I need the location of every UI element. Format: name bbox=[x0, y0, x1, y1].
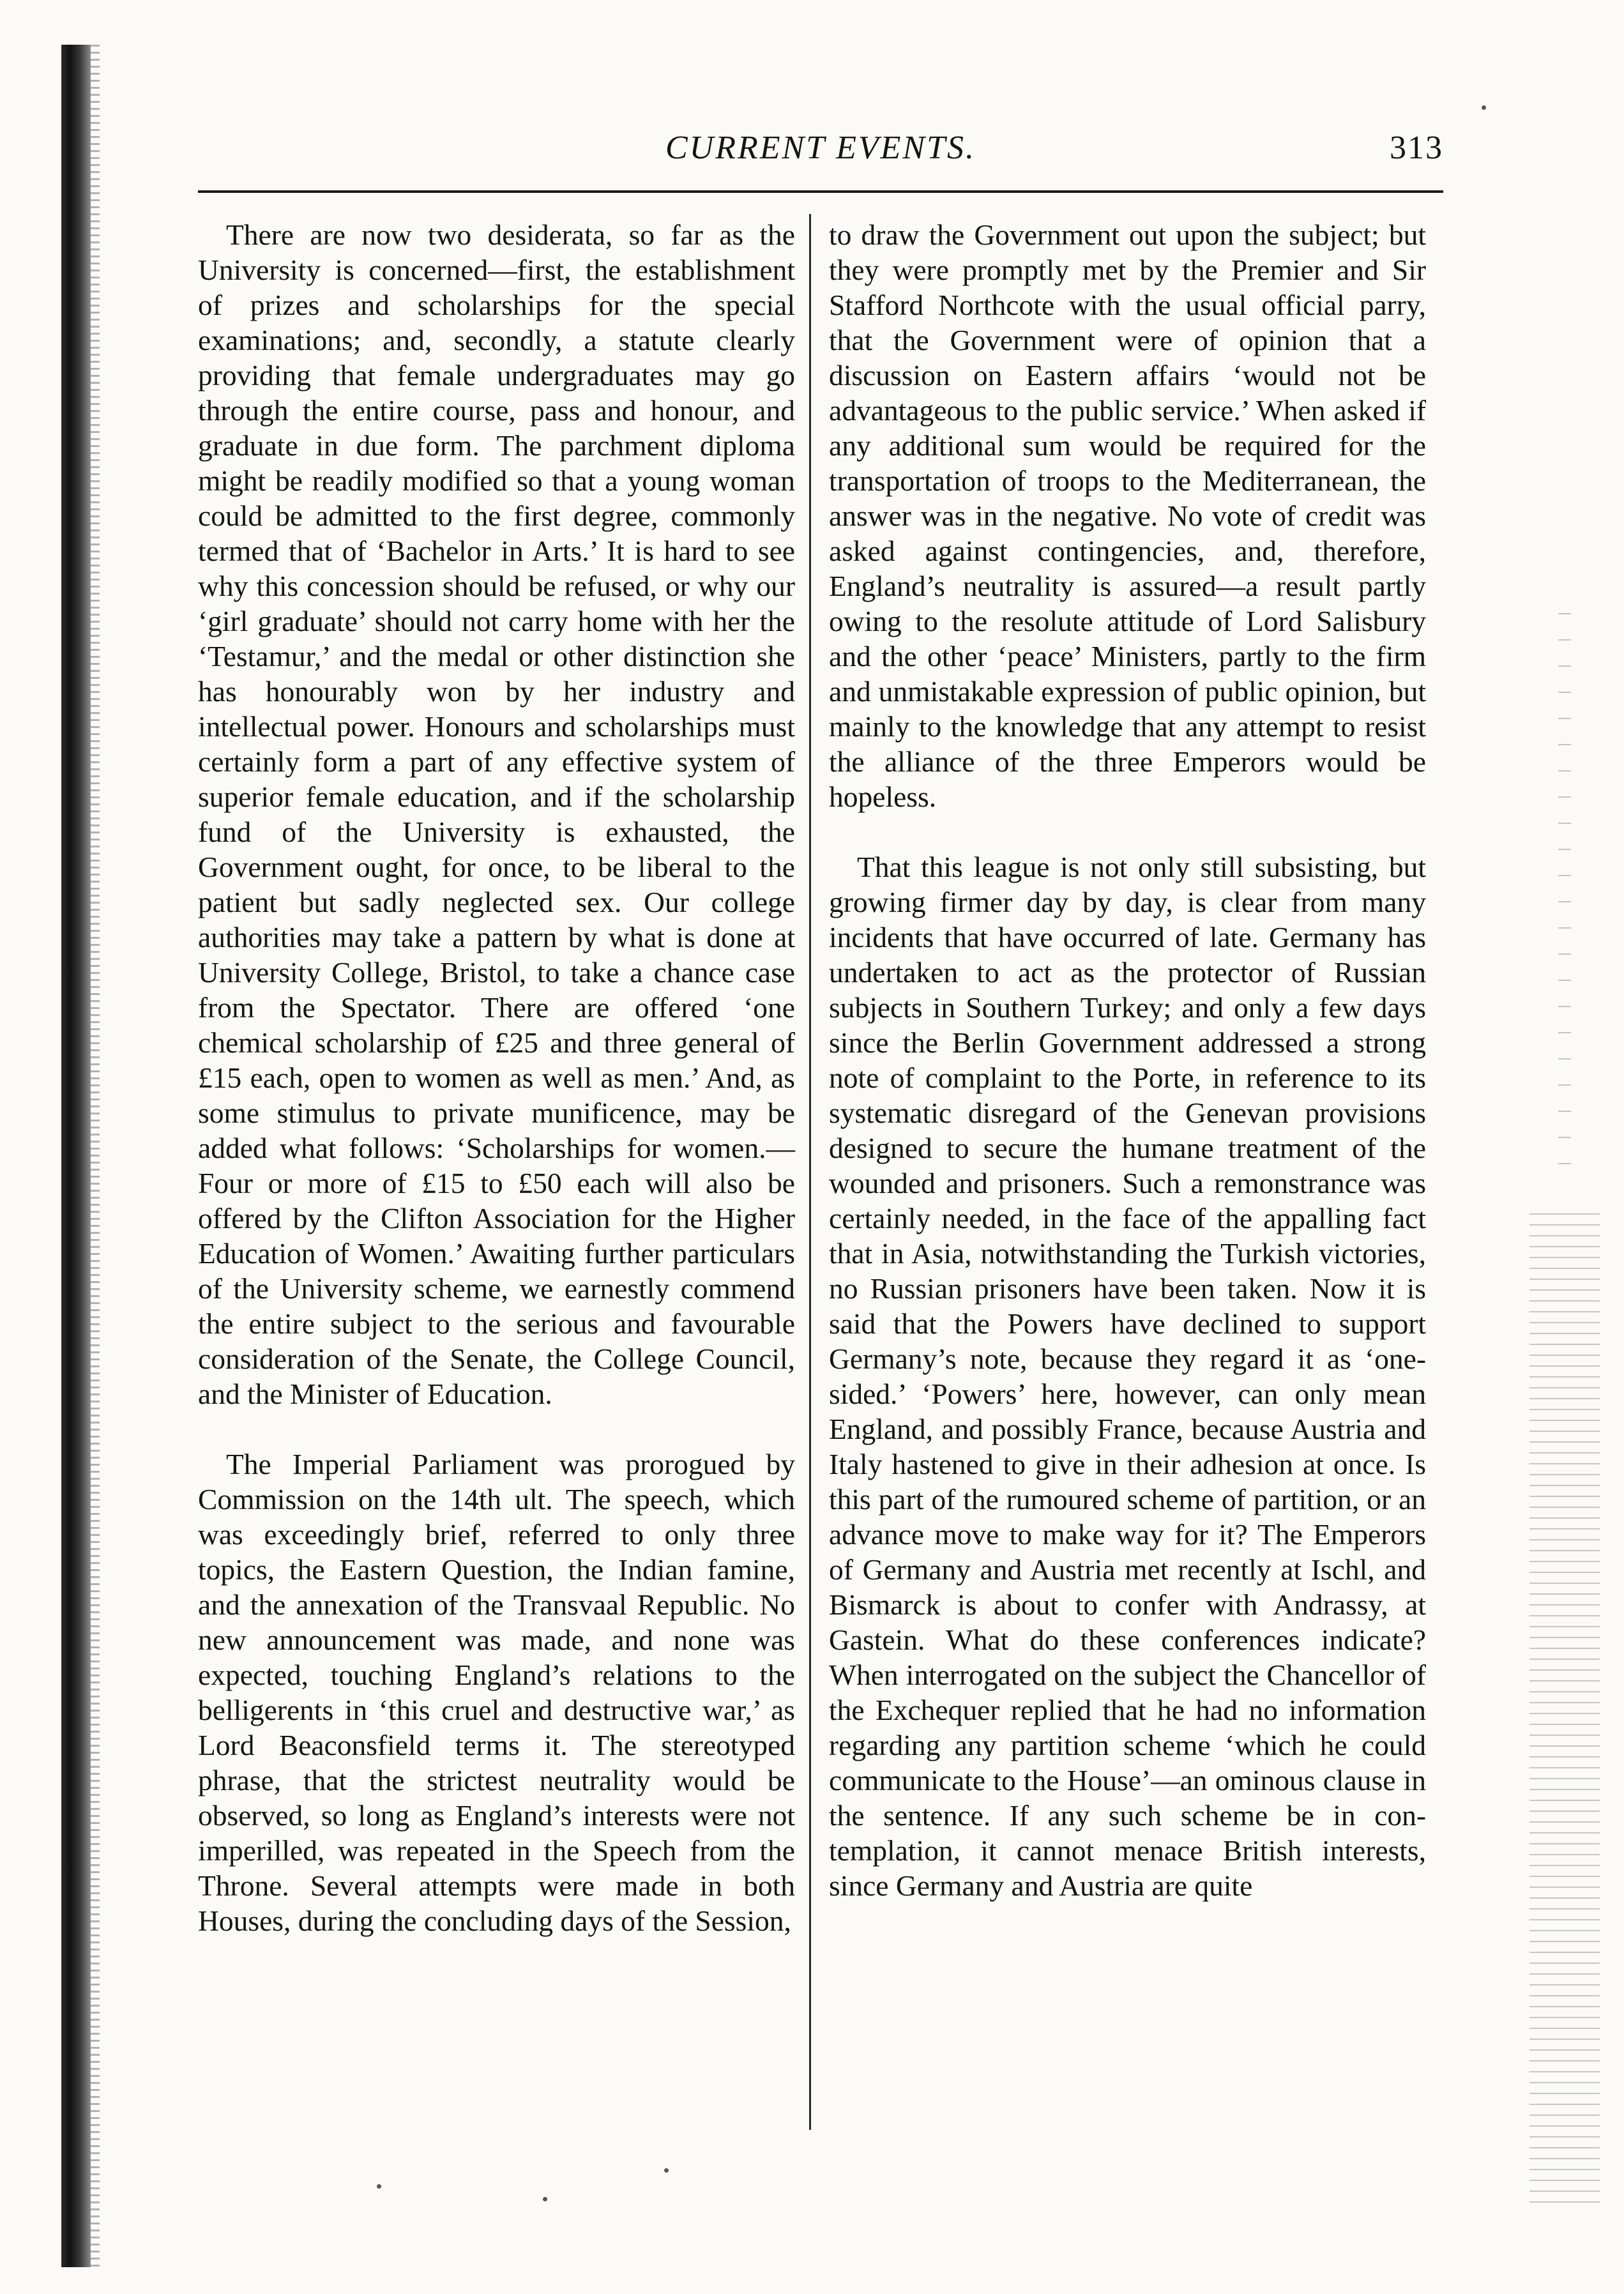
binding-edge bbox=[61, 45, 91, 2267]
paragraph-government-parry: to draw the Government out upon the subject; but they were promptly met by the Premier and Sir Stafford Northcote with the usual official parry, that the Government were of opinion that a discussion on Eastern affairs ‘would not be advantageous to the public service.’ When asked if any additional sum would be required for the transportation of troops to the Mediterranean, the answer was in the negative. No vote of credit was asked against contingencies, and, therefore, England’s neutrality is assured—a result partly owing to the resolute attitude of Lord Salisbury and the other ‘peace’ Ministers, partly to the firm and unmistakable expression of public opinion, but mainly to the knowledge that any attempt to resist the alliance of the three Emperors would be hopeless. bbox=[829, 218, 1426, 813]
running-head bbox=[198, 125, 1443, 176]
paragraph-university-scholarships: There are now two desiderata, so far as the University is concerned—first, the establishment of prizes and scholarships for the special examinations; and, secondly, a statute clearly providing that female undergraduates may go through the entire course, pass and honour, and graduate in due form. The parchment diploma might be readily modified so that a young woman could be admitted to the first degree, commonly termed that of ‘Bachelor in Arts.’ It is hard to see why this concession should be refused, or why our ‘girl graduate’ should not carry home with her the ‘Testamur,’ and the medal or other distinction she has honourably won by her industry and intellectual power. Honours and scholarships must certainly form a part of any effective system of superior female education, and if the scholarship fund of the University is exhausted, the Government ought, for once, to be liberal to the patient but sadly neglected sex. Our college authorities may take a pattern by what is done at University College, Bristol, to take a chance case from the Spectator. There are offered ‘one chemical scholarship of £25 and three general of £15 each, open to women as well as men.’ And, as some stimulus to private munificence, may be added what follows: ‘Scholarships for women.—Four or more of £15 to £50 each will also be offered by the Clifton Association for the Higher Education of Women.’ Awaiting further particulars of the University scheme, we earnestly commend the entire subject to the serious and favourable consideration of the Senate, the College Council, and the Minister of Education. bbox=[198, 218, 795, 1410]
margin-scan-noise bbox=[1529, 1213, 1600, 2210]
page-number: 313 bbox=[1390, 130, 1443, 166]
header-rule bbox=[198, 190, 1443, 193]
left-column bbox=[198, 217, 795, 1938]
binding-speckle bbox=[91, 45, 100, 2267]
running-title: CURRENT EVENTS. bbox=[665, 130, 976, 166]
paragraph-parliament-prorogued: The Imperial Parliament was prorogued by Commission on the 14th ult. The speech, which was exceedingly brief, referred to only three topics, the Eastern Question, the Indian famine, and the annexation of the Transvaal Republic. No new announcement was made, and none was expected, touching England’s relations to the belligerents in ‘this cruel and destructive war,’ as Lord Beaconsfield terms it. The stereotyped phrase, that the strictest neutrality would be observed, so long as England’s interests were not imperilled, was repeated in the Speech from the Throne. Several attempts were made in both Houses, during the concluding days of the Session, bbox=[198, 1448, 795, 1937]
margin-scan-noise-upper bbox=[1558, 613, 1571, 1188]
paragraph-league-of-emperors: That this league is not only still subsisting, but growing firmer day by day, is clear from many incidents that have occurred of late. Germany has undertaken to act as the protector of Russian subjects in Southern Turkey; and only a few days since the Berlin Government addressed a strong note of complaint to the Porte, in reference to its systematic disregard of the Genevan provisions designed to secure the humane treatment of the wounded and prisoners. Such a remonstrance was certainly needed, in the face of the appalling fact that in Asia, notwithstanding the Turkish victories, no Russian prisoners have been taken. Now it is said that the Powers have declined to support Germany’s note, because they regard it as ‘one-sided.’ ‘Powers’ here, however, can only mean England, and possibly France, because Austria and Italy hastened to give in their adhesion at once. Is this part of the rumoured scheme of partition, or an advance move to make way for it? The Emperors of Germany and Austria met recently at Ischl, and Bismarck is about to confer with Andrassy, at Gastein. What do these conferences indicate? When interrogated on the subject the Chancellor of the Exchequer replied that he had no information regarding any partition scheme ‘which he could communicate to the House’—an ominous clause in the sentence. If any such scheme be in contemplation, it cannot menace British interests, since Germany and Austria are quite bbox=[829, 851, 1426, 1902]
scan-speck bbox=[377, 2184, 381, 2189]
right-column bbox=[829, 217, 1426, 1903]
scan-speck bbox=[664, 2168, 669, 2173]
scan-speck bbox=[1482, 105, 1486, 110]
scan-speck bbox=[543, 2197, 547, 2201]
column-divider bbox=[809, 214, 811, 2130]
